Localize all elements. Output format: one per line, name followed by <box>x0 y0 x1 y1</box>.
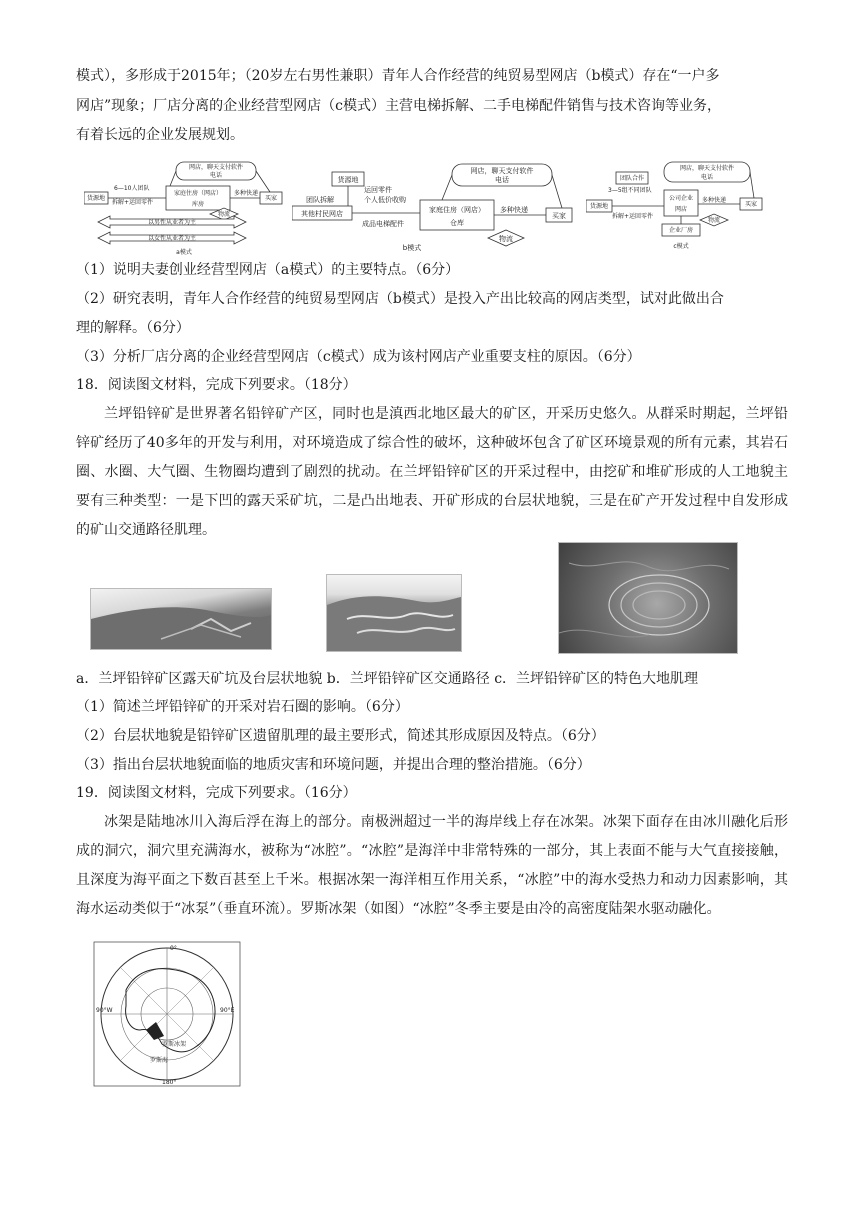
diagram-c-dismantle: 拆解+运回零件 <box>612 213 654 220</box>
diagram-c-company: 公司企业 <box>668 195 694 202</box>
diagram-a-mode <box>84 158 284 256</box>
diagram-c-buyer: 买家 <box>744 201 758 208</box>
diagram-b-source: 货源地 <box>337 176 359 184</box>
diagram-a-express: 多种快递 <box>234 190 259 197</box>
map-west-label: 90°W <box>96 1007 113 1014</box>
diagram-b-parts: 成品电梯配件 <box>362 220 404 228</box>
diagram-b-buyer: 买家 <box>552 212 566 220</box>
diagram-c-top: 网店，聊天支付软件 <box>679 165 735 172</box>
diagram-b-warehouse: 仓库 <box>450 219 464 227</box>
diagram-b-caption: b模式 <box>402 244 422 252</box>
intro-line-3: 有着长远的企业发展规划。 <box>76 127 244 143</box>
q17-item-2b: 理的解释。（6分） <box>76 320 190 336</box>
diagram-b-acquire: 个人低价收购 <box>364 196 406 204</box>
diagram-a-buyer: 买家 <box>264 195 278 202</box>
diagram-a-storage: 库房 <box>191 201 205 208</box>
q19-heading: 19．阅读图文材料，完成下列要求。（16分） <box>76 785 357 801</box>
diagram-a-top: 网店，聊天支付软件 <box>188 164 244 171</box>
diagram-a-top2: 电话 <box>209 172 223 179</box>
photo-transport-path <box>326 574 462 652</box>
q17-item-1: （1）说明夫妻创业经营型网店（a模式）的主要特点。（6分） <box>76 262 460 278</box>
intro-line-1: 模式），多形成于2015年；（20岁左右男性兼职）青年人合作经营的纯贸易型网店（b模式）存在“一户多 <box>76 68 720 84</box>
diagram-c-mode <box>586 160 766 252</box>
diagram-b-top: 网店，聊天支付软件 <box>470 167 534 175</box>
q19-paragraph: 冰架是陆地冰川入海后浮在海上的部分。南极洲超过一半的海岸线上存在冰架。冰架下面存在由冰川融化后形成的洞穴，洞穴里充满海水，被称为“冰腔”。“冰腔”是海洋中非常特殊的一部分，其上表面不能与大气直接接触，且深度为海平面之下数百甚至上千米。根据冰架一海洋相互作用关系，“冰腔”中的海水受热力和动力因素影响，其海水运动类似于“冰泵”（垂直环流）。罗斯冰架（如图）“冰腔”冬季主要是由冷的高密度陆架水驱动融化。 <box>76 814 788 917</box>
diagram-c-source: 货源地 <box>589 203 609 210</box>
antarctica-map <box>86 940 246 1090</box>
diagram-a-home: 家庭住房（网店） <box>173 190 223 197</box>
diagram-b-express: 多种快递 <box>500 206 528 214</box>
q18-item-1: （1）简述兰坪铅锌矿的开采对岩石圈的影响。（6分） <box>76 699 409 715</box>
diagram-b-team: 团队拆解 <box>306 196 334 204</box>
diagram-c-team2: 3—5组不同团队 <box>608 187 652 194</box>
diagram-a-caption: a模式 <box>176 249 192 256</box>
diagram-c-caption: c模式 <box>673 243 689 250</box>
diagram-c-shop: 网店 <box>674 206 688 213</box>
diagram-a-male: 以男性从业者为主 <box>147 219 197 226</box>
q18-paragraph: 兰坪铅锌矿是世界著名铅锌矿产区，同时也是滇西北地区最大的矿区，开采历史悠久。从群采时期起，兰坪铅锌矿经历了40多年的开发与利用，对环境造成了综合性的破坏，这种破坏包含了矿区环境景观的所有元素，其岩石圈、水圈、大气圈、生物圈均遭到了剧烈的扰动。在兰坪铅锌矿区的开采过程中，由挖矿和堆矿形成的人工地貌主要有三种类型：一是下凹的露天采矿坑，二是凸出地表、开矿形成的台层状地貌，三是在矿产开发过程中自发形成的矿山交通路径肌理。 <box>76 406 788 538</box>
diagram-b-mode <box>292 160 582 252</box>
diagram-c-factory: 企业厂房 <box>668 227 694 234</box>
diagram-c-team: 团队合作 <box>619 175 645 182</box>
map-north-label: 0° <box>170 945 177 952</box>
diagram-c-logistics: 物流 <box>707 217 721 224</box>
q17-item-3: （3）分析厂店分离的企业经营型网店（c模式）成为该村网店产业重要支柱的原因。（6分） <box>76 349 641 365</box>
diagram-c-express: 多种快递 <box>702 197 727 204</box>
intro-line-2: 网店”现象；厂店分离的企业经营型网店（c模式）主营电梯拆解、二手电梯配件销售与技术咨询等业务， <box>76 98 721 114</box>
q18-photo-caption: a．兰坪铅锌矿区露天矿坑及台层状地貌 b．兰坪铅锌矿区交通路径 c．兰坪铅锌矿区的特色大地肌理 <box>76 671 699 687</box>
q18-heading: 18．阅读图文材料，完成下列要求。（18分） <box>76 377 357 393</box>
map-shelf-label: 罗斯冰架 <box>162 1041 187 1048</box>
diagram-b-transport: 运回零件 <box>364 186 392 194</box>
diagram-c-top2: 电话 <box>700 174 714 181</box>
diagram-a-female: 以女性从业者为主 <box>147 235 197 242</box>
photo-land-texture <box>558 542 738 654</box>
diagram-b-logistics: 物流 <box>499 235 513 243</box>
diagram-b-home: 家庭住房（网店） <box>429 206 485 214</box>
q18-item-3: （3）指出台层状地貌面临的地质灾害和环境问题，并提出合理的整治措施。（6分） <box>76 757 591 773</box>
diagram-a-dismantle: 拆解+运回零件 <box>112 199 154 206</box>
photo-open-pit <box>90 588 272 650</box>
diagram-b-other: 其他村民网店 <box>301 210 343 218</box>
q17-item-2a: （2）研究表明，青年人合作经营的纯贸易型网店（b模式）是投入产出比较高的网店类型，试对此做出合 <box>76 291 724 307</box>
q18-item-2: （2）台层状地貌是铅锌矿区遗留肌理的最主要形式，简述其形成原因及特点。（6分） <box>76 728 605 744</box>
diagram-a-source: 货源地 <box>86 195 106 202</box>
diagram-b-top2: 电话 <box>495 176 509 184</box>
diagram-a-logistics: 物流 <box>217 211 231 218</box>
map-south-label: 180° <box>162 1079 177 1086</box>
map-east-label: 90°E <box>220 1007 235 1014</box>
map-sea-label: 罗斯海 <box>150 1057 169 1064</box>
diagram-a-team: 6—10人团队 <box>114 185 150 192</box>
